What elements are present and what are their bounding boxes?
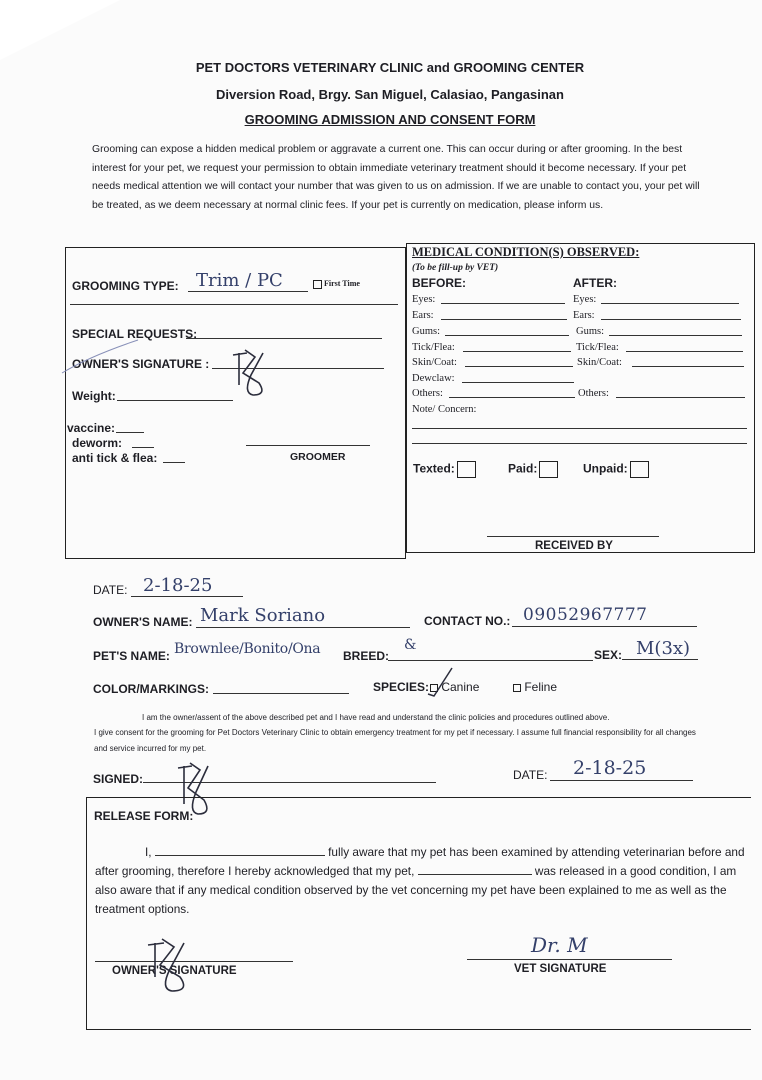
sex-value[interactable]: M(3x) xyxy=(636,638,691,659)
sex-line xyxy=(622,659,698,660)
contact-label: CONTACT NO.: xyxy=(424,614,511,628)
feline-option[interactable] xyxy=(513,680,557,694)
before-others-line[interactable] xyxy=(449,397,575,398)
note-line-1[interactable] xyxy=(412,428,747,429)
release-text-part1: I, xyxy=(145,845,155,859)
after-skin-coat-line[interactable] xyxy=(632,366,744,367)
before-skin-coat: Skin/Coat: xyxy=(412,357,457,368)
consent-text-2: I give consent for the grooming for Pet Doctors Veterinary Clinic to obtain emergency treatment for my pet if necessary. I assume full financial responsibility for all changes and service incurred for my pet. xyxy=(94,728,696,753)
pet-name-label: PET'S NAME: xyxy=(93,649,170,663)
color-markings-label: COLOR/MARKINGS: xyxy=(93,682,209,696)
note-concern-label: Note/ Concern: xyxy=(412,404,477,415)
intro-paragraph: Grooming can expose a hidden medical problem or aggravate a current one. This can occur during or after grooming. In the best interest for your pet, we request your permission to obtain immediate veterinary treatment should it become necessary. If your pet needs medical attention we will contact your number that was given to us on admission. If we are unable to contact you, your pet will be treated, as we deem necessary at normal clinic fees. If your pet is currently on medication, please inform us. xyxy=(92,144,700,211)
groomer-line[interactable] xyxy=(246,445,370,446)
canine-check-mark xyxy=(426,666,456,700)
sex-label: SEX: xyxy=(594,648,623,662)
breed-value[interactable]: & xyxy=(404,637,417,653)
unpaid-option[interactable] xyxy=(583,461,649,478)
feline-checkbox[interactable] xyxy=(513,684,521,692)
owner-name-label: OWNER'S NAME: xyxy=(93,615,193,629)
pen-stroke-mark xyxy=(60,338,140,378)
release-title: RELEASE FORM: xyxy=(94,809,194,823)
release-text-part3: was released in a good condition, I am also aware that if any medical condition observed by the vet concerning my pet have been explained to me as well as the treatment options. xyxy=(95,864,737,916)
paid-label: Paid: xyxy=(508,461,538,476)
special-requests-label: SPECIAL REQUESTS: xyxy=(72,327,198,341)
contact-value[interactable]: 09052967777 xyxy=(523,605,648,625)
after-ears: Ears: xyxy=(573,310,595,321)
species-label: SPECIES: xyxy=(373,680,430,694)
after-gums-line[interactable] xyxy=(609,335,742,336)
vet-signature-line[interactable] xyxy=(467,959,672,960)
owner-signature-label: OWNER'S SIGNATURE : xyxy=(72,357,210,371)
release-text-part2: fully aware that my pet has been examined by attending veterinarian before and after grooming, therefore I hereby acknowledged that my pet, xyxy=(95,845,745,878)
medical-subtitle: (To be fill-up by VET) xyxy=(412,263,499,273)
after-label: AFTER: xyxy=(573,276,617,290)
received-by-label: RECEIVED BY xyxy=(535,540,613,552)
weight-line[interactable] xyxy=(117,400,233,401)
after-eyes: Eyes: xyxy=(573,294,597,305)
release-pet-blank[interactable] xyxy=(418,863,532,875)
breed-label: BREED: xyxy=(343,649,390,663)
consent-text-1: I am the owner/assent of the above described pet and I have read and understand the clinic policies and procedures outlined above. xyxy=(142,713,610,722)
before-others: Others: xyxy=(412,388,443,399)
before-dewclaw: Dewclaw: xyxy=(412,373,455,384)
date-line xyxy=(131,596,243,597)
page-corner xyxy=(0,0,120,60)
date-value[interactable]: 2-18-25 xyxy=(143,575,213,596)
before-label: BEFORE: xyxy=(412,276,466,290)
after-others-line[interactable] xyxy=(616,397,745,398)
after-skin-coat: Skin/Coat: xyxy=(577,357,622,368)
color-markings-line[interactable] xyxy=(213,693,349,694)
deworm-label: deworm: xyxy=(72,436,123,450)
note-line-2[interactable] xyxy=(412,443,747,444)
release-paragraph xyxy=(95,843,747,919)
after-gums: Gums: xyxy=(576,326,605,337)
after-tick-flea: Tick/Flea: xyxy=(576,342,619,353)
texted-checkbox[interactable] xyxy=(457,461,476,478)
texted-label: Texted: xyxy=(413,461,455,476)
clinic-address: Diversion Road, Brgy. San Miguel, Calasiao, Pangasinan xyxy=(216,87,564,102)
received-by-line[interactable] xyxy=(487,536,659,537)
signed-label: SIGNED: xyxy=(93,772,144,786)
release-owner-blank[interactable] xyxy=(155,844,325,856)
groomer-label: GROOMER xyxy=(290,451,346,463)
paid-option[interactable] xyxy=(508,461,558,478)
before-tick-flea: Tick/Flea: xyxy=(412,342,455,353)
vet-signature-value: Dr. M xyxy=(531,933,588,957)
release-owner-signature-mark xyxy=(140,935,205,995)
breed-line xyxy=(388,660,593,661)
before-ears-line[interactable] xyxy=(441,319,567,320)
before-dewclaw-line[interactable] xyxy=(462,382,574,383)
deworm-line[interactable] xyxy=(132,447,154,448)
before-eyes-line[interactable] xyxy=(441,303,565,304)
after-tick-flea-line[interactable] xyxy=(626,351,743,352)
grooming-type-value[interactable]: Trim / PC xyxy=(196,270,283,291)
anti-tick-label: anti tick & flea: xyxy=(72,451,158,465)
paid-checkbox[interactable] xyxy=(539,461,558,478)
consent-date-value[interactable]: 2-18-25 xyxy=(573,757,647,779)
date-label: DATE: xyxy=(93,583,128,597)
form-title: GROOMING ADMISSION AND CONSENT FORM xyxy=(244,112,536,127)
before-gums-line[interactable] xyxy=(445,335,569,336)
release-owner-signature-label: OWNER'S SIGNATURE xyxy=(112,965,237,977)
special-requests-line[interactable] xyxy=(186,338,382,339)
owner-name-value[interactable]: Mark Soriano xyxy=(200,605,326,626)
first-time-label: First Time xyxy=(324,279,360,288)
before-gums: Gums: xyxy=(412,326,441,337)
grooming-extra-line xyxy=(70,304,398,305)
canine-label: Canine xyxy=(441,680,480,694)
anti-tick-line[interactable] xyxy=(163,462,185,463)
clinic-name: PET DOCTORS VETERINARY CLINIC and GROOMING CENTER xyxy=(195,60,585,75)
feline-label: Feline xyxy=(524,680,558,694)
unpaid-label: Unpaid: xyxy=(583,461,628,476)
texted-option[interactable] xyxy=(413,461,476,478)
grooming-type-label: GROOMING TYPE: xyxy=(72,279,179,293)
before-ears: Ears: xyxy=(412,310,434,321)
weight-label: Weight: xyxy=(72,389,116,403)
first-time-checkbox[interactable] xyxy=(313,280,322,289)
after-eyes-line[interactable] xyxy=(601,303,739,304)
owner-name-line xyxy=(196,627,410,628)
unpaid-checkbox[interactable] xyxy=(630,461,649,478)
consent-date-label: DATE: xyxy=(513,768,548,782)
vaccine-label: vaccine: xyxy=(67,421,116,435)
before-eyes: Eyes: xyxy=(412,294,436,305)
consent-date-line xyxy=(550,780,693,781)
grooming-panel xyxy=(65,247,406,559)
owner-signature-mark xyxy=(225,345,275,400)
before-tick-flea-line[interactable] xyxy=(463,351,571,352)
first-time-option[interactable] xyxy=(313,279,360,289)
before-skin-coat-line[interactable] xyxy=(465,366,573,367)
grooming-type-line xyxy=(188,291,308,292)
pet-name-value[interactable]: Brownlee/Bonito/Ona xyxy=(174,641,321,657)
vet-signature-label: VET SIGNATURE xyxy=(514,963,607,975)
contact-line xyxy=(512,626,697,627)
medical-title: MEDICAL CONDITION(S) OBSERVED: xyxy=(412,245,640,259)
after-others: Others: xyxy=(578,388,609,399)
vaccine-line[interactable] xyxy=(116,432,144,433)
after-ears-line[interactable] xyxy=(601,319,741,320)
